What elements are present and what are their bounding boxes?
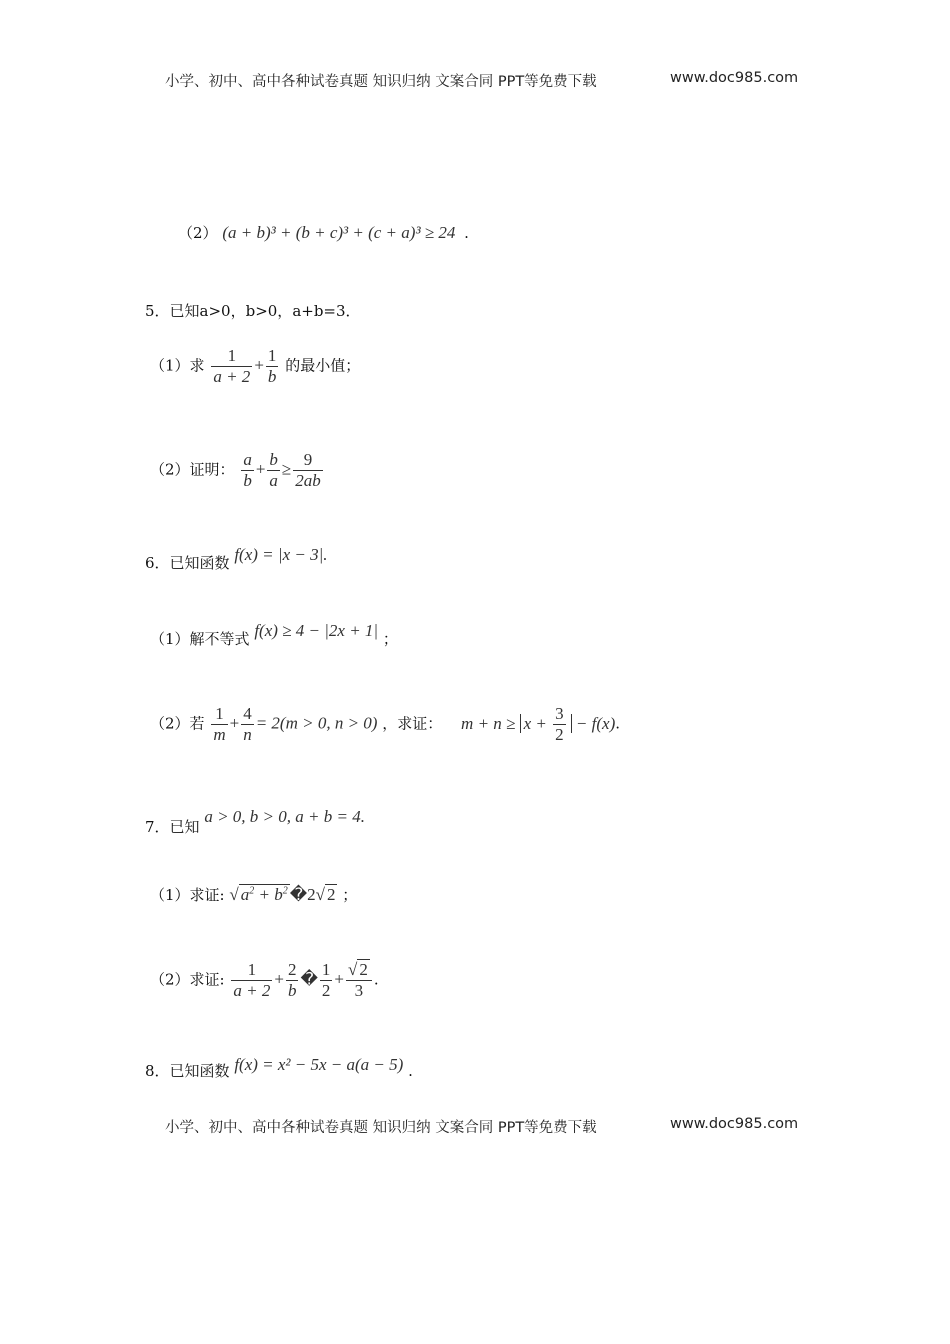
q4-part2 bbox=[178, 222, 469, 243]
q6-frac-4n: $\frac{4}{n}$ bbox=[243, 704, 252, 744]
q6-part2-end: . bbox=[615, 714, 621, 733]
q5-frac2-num: 1 bbox=[267, 346, 277, 365]
q7-frac-1: $\frac{1}{a + 2}$ bbox=[233, 960, 271, 1000]
q7-part2-end: . bbox=[373, 970, 379, 989]
q6-part2-mid: ，求证： bbox=[382, 714, 443, 733]
q5-p2-frac-b-num: b bbox=[269, 450, 278, 469]
q7-part1-formula: √ $a^2 + b^2$ �2√ 2 bbox=[229, 885, 336, 904]
q5-p2-frac-c bbox=[293, 450, 323, 491]
q5-frac2-den: b bbox=[267, 367, 277, 386]
q6-stem bbox=[145, 545, 328, 573]
q6-frac-1m: $\frac{1}{m}$ bbox=[213, 704, 226, 744]
q5-p2-frac-b bbox=[267, 450, 280, 491]
q5-frac1 bbox=[211, 346, 252, 387]
q5-p2-frac-a bbox=[241, 450, 254, 491]
q6-part1 bbox=[150, 621, 398, 649]
q5-p2-frac-b-den: a bbox=[269, 471, 278, 490]
q5-frac1-den: a + 2 bbox=[213, 367, 251, 386]
q7-part1-label: （1）求证: bbox=[150, 886, 225, 904]
q5-p2-frac-a-den: b bbox=[243, 471, 252, 490]
q5-frac2 bbox=[266, 346, 279, 387]
q8-end: . bbox=[408, 1062, 413, 1080]
q6-stem-formula: f(x) = |x − 3|. bbox=[234, 545, 328, 564]
footer-text: 小学、初中、高中各种试卷真题 知识归纳 文案合同 PPT等免费下载 bbox=[165, 1120, 597, 1136]
q5-stem: 5．已知a>0，b>0，a+b=3． bbox=[145, 302, 361, 320]
q4-part2-label: （2） bbox=[178, 224, 218, 242]
q7-frac-sqrt2: $\frac{√ 2}{3}$ bbox=[346, 960, 372, 1001]
q4-part2-formula: (a + b)³ + (b + c)³ + (c + a)³ ≥ 24 bbox=[222, 223, 456, 242]
q6-part2: （2）若 $\frac{1}{m}$ + $\frac{4}{n}$ = 2(m > 0, n > 0) ，求证： m + n ≥ x + $\frac{3}{2}$ − f(x). bbox=[150, 704, 621, 745]
q7-part2-label: （2）求证: bbox=[150, 970, 225, 989]
q5-part2-label: （2）证明： bbox=[150, 460, 235, 479]
q6-stem-text: 6．已知函数 bbox=[145, 554, 230, 572]
q5-p2-frac-c-num: 9 bbox=[293, 450, 323, 471]
q4-part2-end: . bbox=[464, 224, 469, 242]
q6-part1-label: （1）解不等式 bbox=[150, 630, 250, 648]
q8-stem-text: 8．已知函数 bbox=[145, 1062, 230, 1080]
q5-part1-text: 的最小值； bbox=[285, 356, 361, 375]
q7-frac-half: $\frac{1}{2}$ bbox=[321, 960, 331, 1000]
q7-stem bbox=[145, 806, 365, 836]
q5-p2-frac-c-den: 2ab bbox=[295, 471, 321, 490]
q7-part2: （2）求证: $\frac{1}{a + 2}$ + $\frac{2}{b}$ � $\frac{1}{2}$ + $\frac{√ 2}{3}$ . bbox=[150, 960, 379, 1000]
q7-frac-2b: $\frac{2}{b}$ bbox=[287, 960, 297, 1000]
q5-p2-frac-a-num: a bbox=[243, 450, 252, 469]
q5-frac1-num: 1 bbox=[211, 346, 252, 367]
q5-part1: （1）求 $\frac{1}{a + 2}$ + $\frac{1}{b}$ 的最小值； bbox=[150, 346, 361, 386]
q7-part1 bbox=[150, 884, 357, 905]
header-url[interactable]: www.doc985.com bbox=[670, 70, 799, 86]
q7-part1-end: ； bbox=[342, 886, 358, 904]
q5-part1-label: （1）求 bbox=[150, 356, 205, 375]
footer-url[interactable]: www.doc985.com bbox=[670, 1116, 799, 1132]
header-text: 小学、初中、高中各种试卷真题 知识归纳 文案合同 PPT等免费下载 bbox=[165, 74, 597, 90]
q8-stem bbox=[145, 1055, 413, 1081]
q6-part1-end: ； bbox=[382, 630, 398, 648]
q6-part1-formula: f(x) ≥ 4 − |2x + 1| bbox=[254, 621, 379, 640]
q7-stem-text: 7．已知 bbox=[145, 818, 200, 836]
q8-stem-formula: f(x) = x² − 5x − a(a − 5) bbox=[234, 1055, 404, 1074]
q5-part2: （2）证明： $\frac{a}{b}$ + $\frac{b}{a}$ ≥ $\frac{9}{2ab}$ bbox=[150, 450, 321, 490]
q6-part2-label: （2）若 bbox=[150, 714, 205, 733]
q7-stem-formula: a > 0, b > 0, a + b = 4. bbox=[204, 807, 365, 826]
